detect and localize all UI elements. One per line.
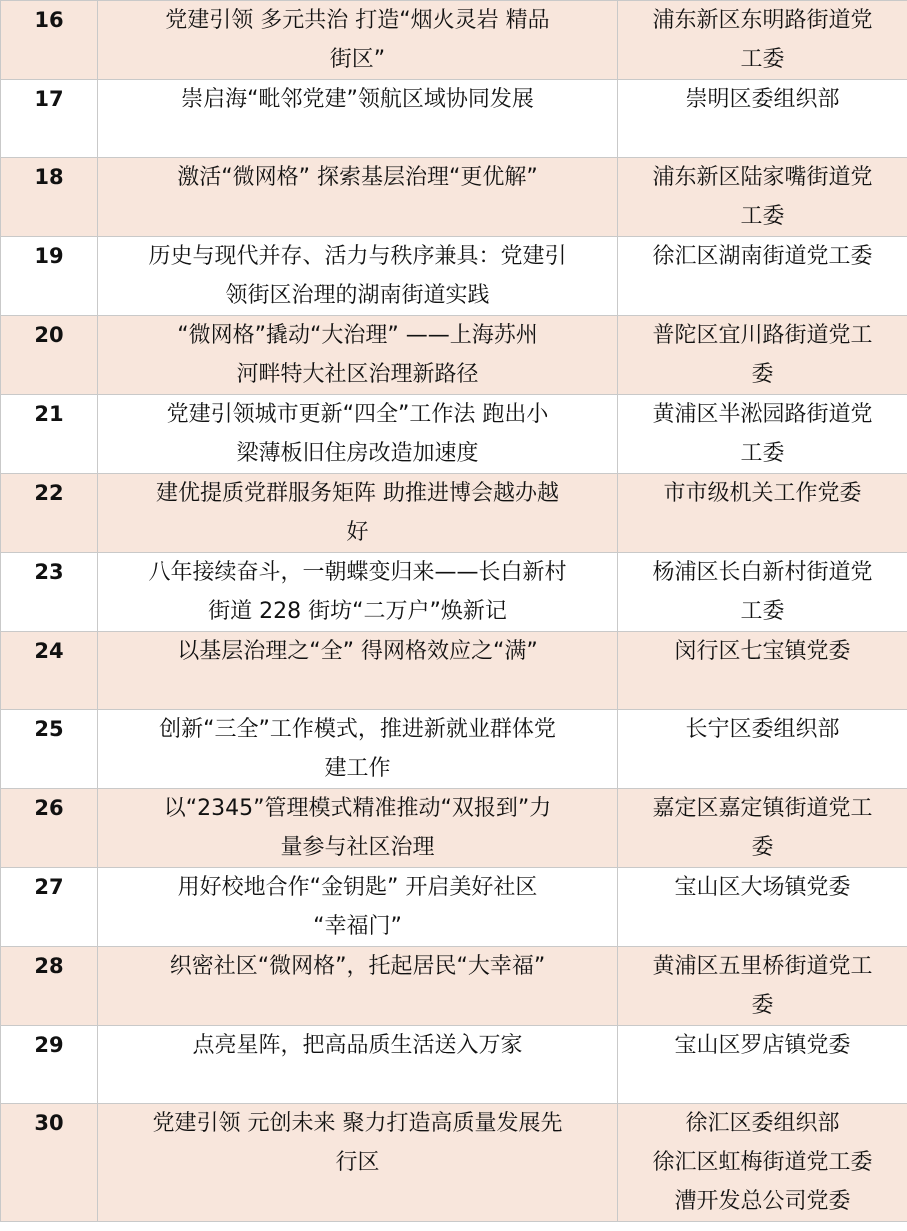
table-row [1, 868, 907, 947]
case-title [98, 395, 618, 474]
case-title [98, 474, 618, 553]
organization-line: 长宁区委组织部 [685, 717, 840, 742]
organization-line: 嘉定区嘉定镇街道党工 [652, 796, 873, 821]
table-row [1, 158, 907, 237]
row-number: 27 [1, 868, 98, 947]
case-title-line: 点亮星阵，把高品质生活送入万家 [192, 1033, 523, 1058]
table-row [1, 237, 907, 316]
organization [618, 80, 907, 158]
case-title-line: 党建引领城市更新“四全”工作法 跑出小 [166, 402, 549, 427]
organization-line: 宝山区大场镇党委 [674, 875, 851, 900]
case-title [98, 158, 618, 237]
organization [618, 553, 907, 632]
case-title-line: 街道 228 街坊“二万户”焕新记 [208, 599, 507, 624]
case-title [98, 868, 618, 947]
row-number: 20 [1, 316, 98, 395]
organization-line: 浦东新区陆家嘴街道党 [652, 165, 873, 190]
case-title-line: 梁薄板旧住房改造加速度 [236, 441, 479, 466]
organization-line: 黄浦区五里桥街道党工 [652, 954, 873, 979]
organization-line: 宝山区罗店镇党委 [674, 1033, 851, 1058]
row-number: 29 [1, 1026, 98, 1104]
case-title-line: 建工作 [324, 756, 391, 781]
case-title-line: 街区” [329, 47, 386, 72]
organization [618, 1026, 907, 1104]
row-number: 25 [1, 710, 98, 789]
row-number: 16 [1, 1, 98, 80]
case-title [98, 553, 618, 632]
case-title-line: 用好校地合作“金钥匙” 开启美好社区 [177, 875, 538, 900]
organization-line: 浦东新区东明路街道党 [652, 8, 873, 33]
row-number: 22 [1, 474, 98, 553]
case-title-line: 历史与现代并存、活力与秩序兼具：党建引 [148, 244, 567, 269]
organization-line: 委 [751, 362, 774, 387]
table-row [1, 474, 907, 553]
case-title [98, 1026, 618, 1104]
organization-line: 漕开发总公司党委 [674, 1189, 851, 1214]
organization-line: 徐汇区委组织部 [685, 1111, 840, 1136]
organization [618, 868, 907, 947]
organization [618, 474, 907, 553]
organization-line: 黄浦区半淞园路街道党 [652, 402, 873, 427]
row-number: 30 [1, 1104, 98, 1222]
case-title-line: 党建引领 多元共治 打造“烟火灵岩 精品 [165, 8, 550, 33]
organization-line: 委 [751, 993, 774, 1018]
organization [618, 632, 907, 710]
organization-line: 工委 [740, 599, 785, 624]
table-row [1, 1104, 907, 1222]
table-row [1, 553, 907, 632]
organization [618, 1104, 907, 1222]
case-title [98, 789, 618, 868]
case-title-line: 党建引领 元创未来 聚力打造高质量发展先 [152, 1111, 563, 1136]
table-row [1, 789, 907, 868]
table-row [1, 395, 907, 474]
case-title [98, 632, 618, 710]
organization-line: 工委 [740, 47, 785, 72]
organization [618, 395, 907, 474]
case-title-line: 以基层治理之“全” 得网格效应之“满” [177, 639, 538, 664]
organization-line: 杨浦区长白新村街道党 [652, 560, 873, 585]
organization-line: 徐汇区虹梅街道党工委 [652, 1150, 873, 1175]
case-title-line: 崇启海“毗邻党建”领航区域协同发展 [181, 87, 534, 112]
table-row [1, 947, 907, 1026]
case-title-line: 八年接续奋斗，一朝蝶变归来——长白新村 [148, 560, 567, 585]
case-title-line: 以“2345”管理模式精准推动“双报到”力 [163, 796, 552, 821]
row-number: 21 [1, 395, 98, 474]
organization [618, 789, 907, 868]
row-number: 17 [1, 80, 98, 158]
organization-line: 普陀区宜川路街道党工 [652, 323, 873, 348]
case-title [98, 316, 618, 395]
row-number: 19 [1, 237, 98, 316]
row-number: 23 [1, 553, 98, 632]
organization-line: 闵行区七宝镇党委 [674, 639, 851, 664]
organization [618, 947, 907, 1026]
table-row [1, 1026, 907, 1104]
organization-line: 委 [751, 835, 774, 860]
case-title [98, 237, 618, 316]
row-number: 28 [1, 947, 98, 1026]
organization-line: 崇明区委组织部 [685, 87, 840, 112]
case-title-line: “幸福门” [313, 914, 402, 939]
organization [618, 237, 907, 316]
table-body [1, 1, 907, 1222]
organization [618, 1, 907, 80]
case-title-line: 激活“微网格” 探索基层治理“更优解” [177, 165, 538, 190]
case-title [98, 710, 618, 789]
organization [618, 158, 907, 237]
organization [618, 316, 907, 395]
organization-line: 工委 [740, 204, 785, 229]
organization [618, 710, 907, 789]
case-title-line: “微网格”撬动“大治理” ——上海苏州 [177, 323, 538, 348]
row-number: 18 [1, 158, 98, 237]
table-row [1, 1, 907, 80]
organization-line: 市市级机关工作党委 [663, 481, 862, 506]
case-title-line: 量参与社区治理 [280, 835, 435, 860]
organization-line: 徐汇区湖南街道党工委 [652, 244, 873, 269]
row-number: 26 [1, 789, 98, 868]
organization-line: 工委 [740, 441, 785, 466]
case-title-line: 织密社区“微网格”，托起居民“大幸福” [169, 954, 546, 979]
table-row [1, 710, 907, 789]
table-row [1, 80, 907, 158]
case-title [98, 1104, 618, 1222]
case-title [98, 947, 618, 1026]
case-title [98, 80, 618, 158]
case-title [98, 1, 618, 80]
case-title-line: 建优提质党群服务矩阵 助推进博会越办越 [156, 481, 559, 506]
case-title-line: 好 [346, 520, 369, 545]
table-row [1, 632, 907, 710]
case-title-line: 河畔特大社区治理新路径 [236, 362, 479, 387]
row-number: 24 [1, 632, 98, 710]
case-title-line: 创新“三全”工作模式，推进新就业群体党 [159, 717, 556, 742]
case-title-line: 领街区治理的湖南街道实践 [225, 283, 490, 308]
case-title-line: 行区 [335, 1150, 380, 1175]
table-row [1, 316, 907, 395]
